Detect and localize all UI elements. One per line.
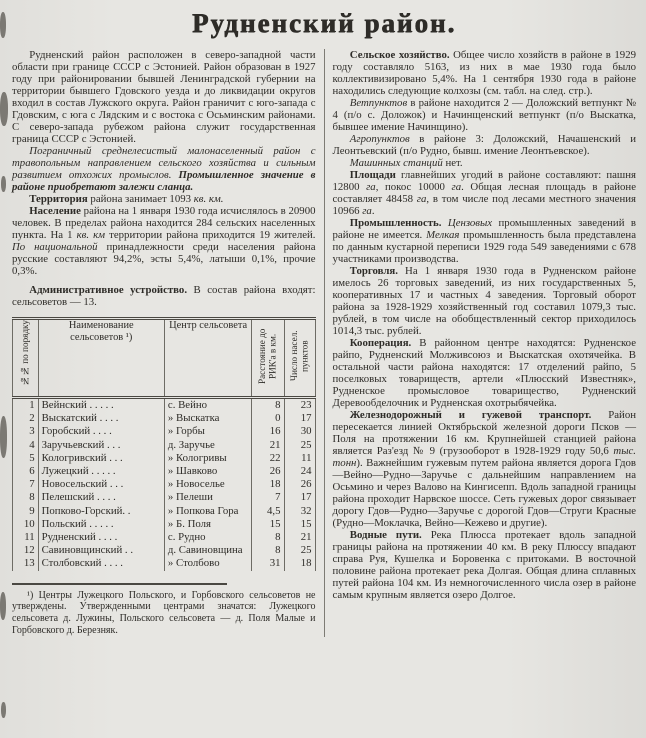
- scan-artifact: [0, 416, 7, 458]
- table-body: [13, 398, 316, 571]
- selsoviet-table: [12, 317, 316, 571]
- text-segment: .: [371, 205, 375, 217]
- text-segment: Площади: [349, 169, 396, 181]
- paragraph: [333, 337, 637, 409]
- paragraph: [12, 49, 316, 145]
- cell-points: 30: [284, 425, 315, 438]
- cell-points: 25: [284, 544, 315, 557]
- text-segment: , покос 10000: [375, 181, 452, 193]
- text-segment: В состав района входят: сельсоветов — 13.: [12, 284, 316, 308]
- footnote: ¹) Центры Лужецкого Польского, и Горбовского сельсоветов не утверждены. Утвержденными центрами значатся: Лужецкого сельсовета д. Лужины, Польского сельсовета — д. Поля Малые и Горбовского д. Березняк.: [12, 589, 316, 637]
- cell-center: » Кологривы: [164, 452, 251, 465]
- text-segment: Пограничный среднелесистый малонаселенный район с травопольным направлением сельского хозяйства и сильным развитием отхожих промыслов.: [12, 145, 316, 181]
- text-segment: По национальной: [12, 241, 98, 253]
- cell-number: 2: [13, 412, 39, 425]
- cell-distance: 21: [252, 439, 284, 452]
- paragraph: [12, 205, 316, 277]
- footnote-divider: [12, 583, 227, 585]
- paragraph: [333, 97, 637, 133]
- cell-points: 17: [284, 491, 315, 504]
- cell-points: 26: [284, 478, 315, 491]
- text-segment: Территория: [29, 193, 88, 205]
- scan-artifact: [1, 702, 6, 718]
- table-row: [13, 518, 316, 531]
- table-row: [13, 531, 316, 544]
- col-header-number: [13, 319, 39, 398]
- scan-artifact: [0, 12, 6, 38]
- text-segment: в районе 3: Доложский, Начашенский и Леонтьевский (п/о Рудно, бывш. имение Леонтьевское).: [332, 133, 636, 157]
- cell-number: 8: [13, 491, 39, 504]
- cell-center: » Новоселье: [164, 478, 251, 491]
- text-segment: принадлежности среди населения района русские составляют 94,2%, эсты 5,4%, латыши 0,1%, прочие 0,3%.: [12, 241, 316, 277]
- text-segment: В районном центре находятся: Рудненское райпо, Рудненский Молживсоюз и Выскатская охотячейка. В остальной части района находятся: 17 отделений райпо, 5 поселковых товариществ, артели «Плюсский Известняк», Рудненское промысловое товарищество, Рудненский Деревообделочник и Рудненская охотрыбячейка.: [332, 337, 636, 409]
- text-segment: Цензовых: [447, 217, 493, 229]
- cell-points: 21: [284, 531, 315, 544]
- text-segment: кв. км.: [193, 193, 224, 205]
- cell-selsoviet-name: Горобский . . . .: [38, 425, 164, 438]
- cell-distance: 16: [252, 425, 284, 438]
- table-row: [13, 439, 316, 452]
- cell-points: 17: [284, 412, 315, 425]
- table-row: [13, 425, 316, 438]
- cell-distance: 7: [252, 491, 284, 504]
- text-segment: в районе находится 2 — Доложский ветпункт № 4 (п/о с. Доложок) и Начинщенский ветпункт (п/о Выскатка, бывшее имение Начинщино).: [332, 97, 636, 133]
- scan-artifact: [0, 92, 8, 126]
- cell-number: 12: [13, 544, 39, 557]
- cell-distance: 8: [252, 531, 284, 544]
- scan-artifact: [0, 592, 6, 620]
- cell-selsoviet-name: Пелешский . . . .: [38, 491, 164, 504]
- cell-distance: 18: [252, 478, 284, 491]
- cell-center: с. Вейно: [164, 398, 251, 413]
- text-segment: Мелкая: [426, 229, 460, 241]
- table-row: [13, 465, 316, 478]
- cell-selsoviet-name: Вейнский . . . . .: [38, 398, 164, 413]
- cell-points: 25: [284, 439, 315, 452]
- page-title: Рудненский район.: [191, 8, 457, 38]
- cell-center: » Б. Поля: [164, 518, 251, 531]
- text-segment: тыс. тонн: [332, 445, 636, 469]
- cell-center: д. Савиновщина: [164, 544, 251, 557]
- paragraph: [12, 284, 316, 308]
- cell-selsoviet-name: Польский . . . . .: [38, 518, 164, 531]
- cell-distance: 15: [252, 518, 284, 531]
- text-segment: Промышленность.: [349, 217, 442, 229]
- text-segment: га: [362, 205, 372, 217]
- text-segment: Общее число хозяйств в районе в 1929 году составляло 5163, из них в мае 1930 года было коллективизировано 5,4%. На 1 сентября 1930 года в районе находились следующие колхозы (см. табл. на след. стр.).: [332, 49, 636, 97]
- text-segment: территории района приходится 19 жителей.: [105, 229, 316, 241]
- left-column: [12, 49, 324, 637]
- col-header-points-label: Число насел. пунктов: [289, 330, 310, 382]
- table-row: [13, 478, 316, 491]
- cell-number: 5: [13, 452, 39, 465]
- text-segment: Река Плюсса протекает вдоль западной границы района на протяжении 40 км. В реку Плюссу впадают справа Руя, Кушелка и Боровенка с притоками. В восточной половине района протекает река Долгая. Общая длина сплавных путей района 104 км. Из немногочисленного числа озер в районе самым крупным является озеро Долгое.: [332, 529, 636, 601]
- paragraph: [333, 409, 637, 529]
- cell-center: » Выскатка: [164, 412, 251, 425]
- text-segment: Железнодорожный и гужевой транспорт.: [349, 409, 592, 421]
- cell-number: 11: [13, 531, 39, 544]
- text-segment: района на 1 января 1930 года исчислялось в 20900 человек. В пределах района находится 284 сельских населенных пункта. На 1: [12, 205, 316, 241]
- cell-number: 3: [13, 425, 39, 438]
- cell-number: 4: [13, 439, 39, 452]
- text-segment: Водные пути.: [349, 529, 422, 541]
- paragraph: [333, 169, 637, 217]
- paragraph: [12, 145, 316, 193]
- cell-number: 10: [13, 518, 39, 531]
- cell-selsoviet-name: Попково-Горский. .: [38, 505, 164, 518]
- cell-points: 24: [284, 465, 315, 478]
- text-segment: ). Важнейшим гужевым путем района является дорога Гдов—Вейно—Рудно—Заручье с дальнейшим направлением на Осьмино и через Валово на Кингисепп. Вдоль западной границы района проходит Нарвское шоссе. Сеть гужевых дорог связывает дорогу Гдов—Рудно—Заручье с дорогой Гдов—Струги Красные (Рудно—Моклачка, Вейно—Кежево и другие).: [332, 457, 636, 529]
- table-row: [13, 398, 316, 413]
- cell-distance: 22: [252, 452, 284, 465]
- text-segment: . Общая лесная площадь в районе составляет 48458: [332, 181, 636, 205]
- text-segment: района занимает 1093: [87, 193, 194, 205]
- text-segment: Кооперация.: [349, 337, 412, 349]
- text-segment: га: [451, 181, 462, 193]
- text-segment: Рудненский район расположен в северо-западной части области при границе СССР с Эстонией. Район образован в 1927 году при районировании бывшей Ленинградской губернии на территории бывшего Гдовского уезда и до ликвидации округов входил в состав Лужского округа. Район граничит с юго-запада с Гдовским, с юга с Лядским и с востока с Осьминским районами. С северо-запада рубежом района служит государственная граница СССР с Эстонией.: [12, 49, 316, 145]
- two-column-layout: [12, 49, 636, 637]
- paragraph: [333, 217, 637, 265]
- text-segment: Агропунктов: [349, 133, 410, 145]
- cell-center: » Шавково: [164, 465, 251, 478]
- cell-selsoviet-name: Рудненский . . . .: [38, 531, 164, 544]
- cell-number: 7: [13, 478, 39, 491]
- cell-selsoviet-name: Новосельский . . .: [38, 478, 164, 491]
- cell-number: 1: [13, 398, 39, 413]
- text-segment: га: [366, 181, 376, 193]
- cell-points: 11: [284, 452, 315, 465]
- text-segment: На 1 января 1930 года в Рудненском районе имелось 26 торговых заведений, из них государственных 5, кооперативных 17 и частных 4 заведения. Торговый оборот района за 1928-1929 хозяйственный год составил 1079,3 тыс. рублей, в том числе на обобществленный сектор приходилось 1014,3 тыс. рублей.: [332, 265, 636, 337]
- cell-center: д. Заручье: [164, 439, 251, 452]
- text-segment: Район пересекается линией Октябрьской железной дороги Псков — Поля на протяжении 16 км. Крупнейшей станцией района является Раз'езд № 9 (грузооборот в 1928-1929 году 50,6: [332, 409, 636, 457]
- text-segment: промышленность была представлена по данным кустарной переписи 1929 года 549 заведениями с 678 участниками производства.: [332, 229, 637, 265]
- text-segment: , в том числе под лесами местного значения 10966: [332, 193, 636, 217]
- text-segment: Промышленное значение в районе приобретают залежи сланца.: [12, 169, 316, 193]
- text-segment: промышленных заведений в районе не имеется.: [332, 217, 636, 241]
- table-row: [13, 557, 316, 570]
- table-row: [13, 452, 316, 465]
- cell-selsoviet-name: Кологривский . . .: [38, 452, 164, 465]
- cell-distance: 8: [252, 544, 284, 557]
- cell-selsoviet-name: Заручьевский . . .: [38, 439, 164, 452]
- text-segment: Население: [29, 205, 81, 217]
- paragraph: [333, 133, 637, 157]
- cell-center: » Пелеши: [164, 491, 251, 504]
- text-segment: Сельское хозяйство.: [349, 49, 450, 61]
- right-column: [325, 49, 637, 637]
- paragraph: [333, 265, 637, 337]
- table-row: [13, 491, 316, 504]
- col-header-distance: [252, 319, 284, 398]
- text-segment: Торговля.: [349, 265, 398, 277]
- cell-number: 9: [13, 505, 39, 518]
- cell-selsoviet-name: Лужецкий . . . . .: [38, 465, 164, 478]
- cell-points: 23: [284, 398, 315, 413]
- table-row: [13, 505, 316, 518]
- right-paragraphs: [333, 49, 637, 601]
- col-header-points: [284, 319, 315, 398]
- cell-distance: 26: [252, 465, 284, 478]
- cell-distance: 31: [252, 557, 284, 570]
- table-header: [13, 319, 316, 398]
- cell-points: 32: [284, 505, 315, 518]
- text-segment: нет.: [442, 157, 463, 169]
- col-header-number-label: №№ по порядку: [20, 320, 31, 387]
- cell-selsoviet-name: Савиновщинский . .: [38, 544, 164, 557]
- cell-distance: 4,5: [252, 505, 284, 518]
- paragraph: [12, 193, 316, 205]
- paragraph: [333, 157, 637, 169]
- left-paragraphs: [12, 49, 316, 308]
- cell-distance: 0: [252, 412, 284, 425]
- col-header-distance-label: Расстояние до РИК'а в км.: [257, 328, 278, 384]
- paragraph: [333, 49, 637, 97]
- col-header-center: Центр сельсовета: [164, 319, 251, 398]
- cell-center: » Столбово: [164, 557, 251, 570]
- paragraph: [333, 529, 637, 601]
- col-header-name: Наименование сельсоветов ¹): [38, 319, 164, 398]
- table-row: [13, 412, 316, 425]
- cell-points: 15: [284, 518, 315, 531]
- text-segment: Административное устройство.: [29, 284, 188, 296]
- text-segment: га: [416, 193, 427, 205]
- cell-number: 6: [13, 465, 39, 478]
- text-segment: Ветпунктов: [349, 97, 408, 109]
- cell-number: 13: [13, 557, 39, 570]
- cell-points: 18: [284, 557, 315, 570]
- cell-center: » Попкова Гора: [164, 505, 251, 518]
- table-row: [13, 544, 316, 557]
- cell-center: » Горбы: [164, 425, 251, 438]
- cell-selsoviet-name: Выскатский . . . .: [38, 412, 164, 425]
- text-segment: главнейших угодий в районе составляют: пашня 12800: [332, 169, 636, 193]
- cell-distance: 8: [252, 398, 284, 413]
- cell-center: с. Рудно: [164, 531, 251, 544]
- text-segment: Машинных станций: [349, 157, 443, 169]
- cell-selsoviet-name: Столбовский . . . .: [38, 557, 164, 570]
- text-segment: кв. км: [76, 229, 106, 241]
- scan-artifact: [1, 176, 6, 192]
